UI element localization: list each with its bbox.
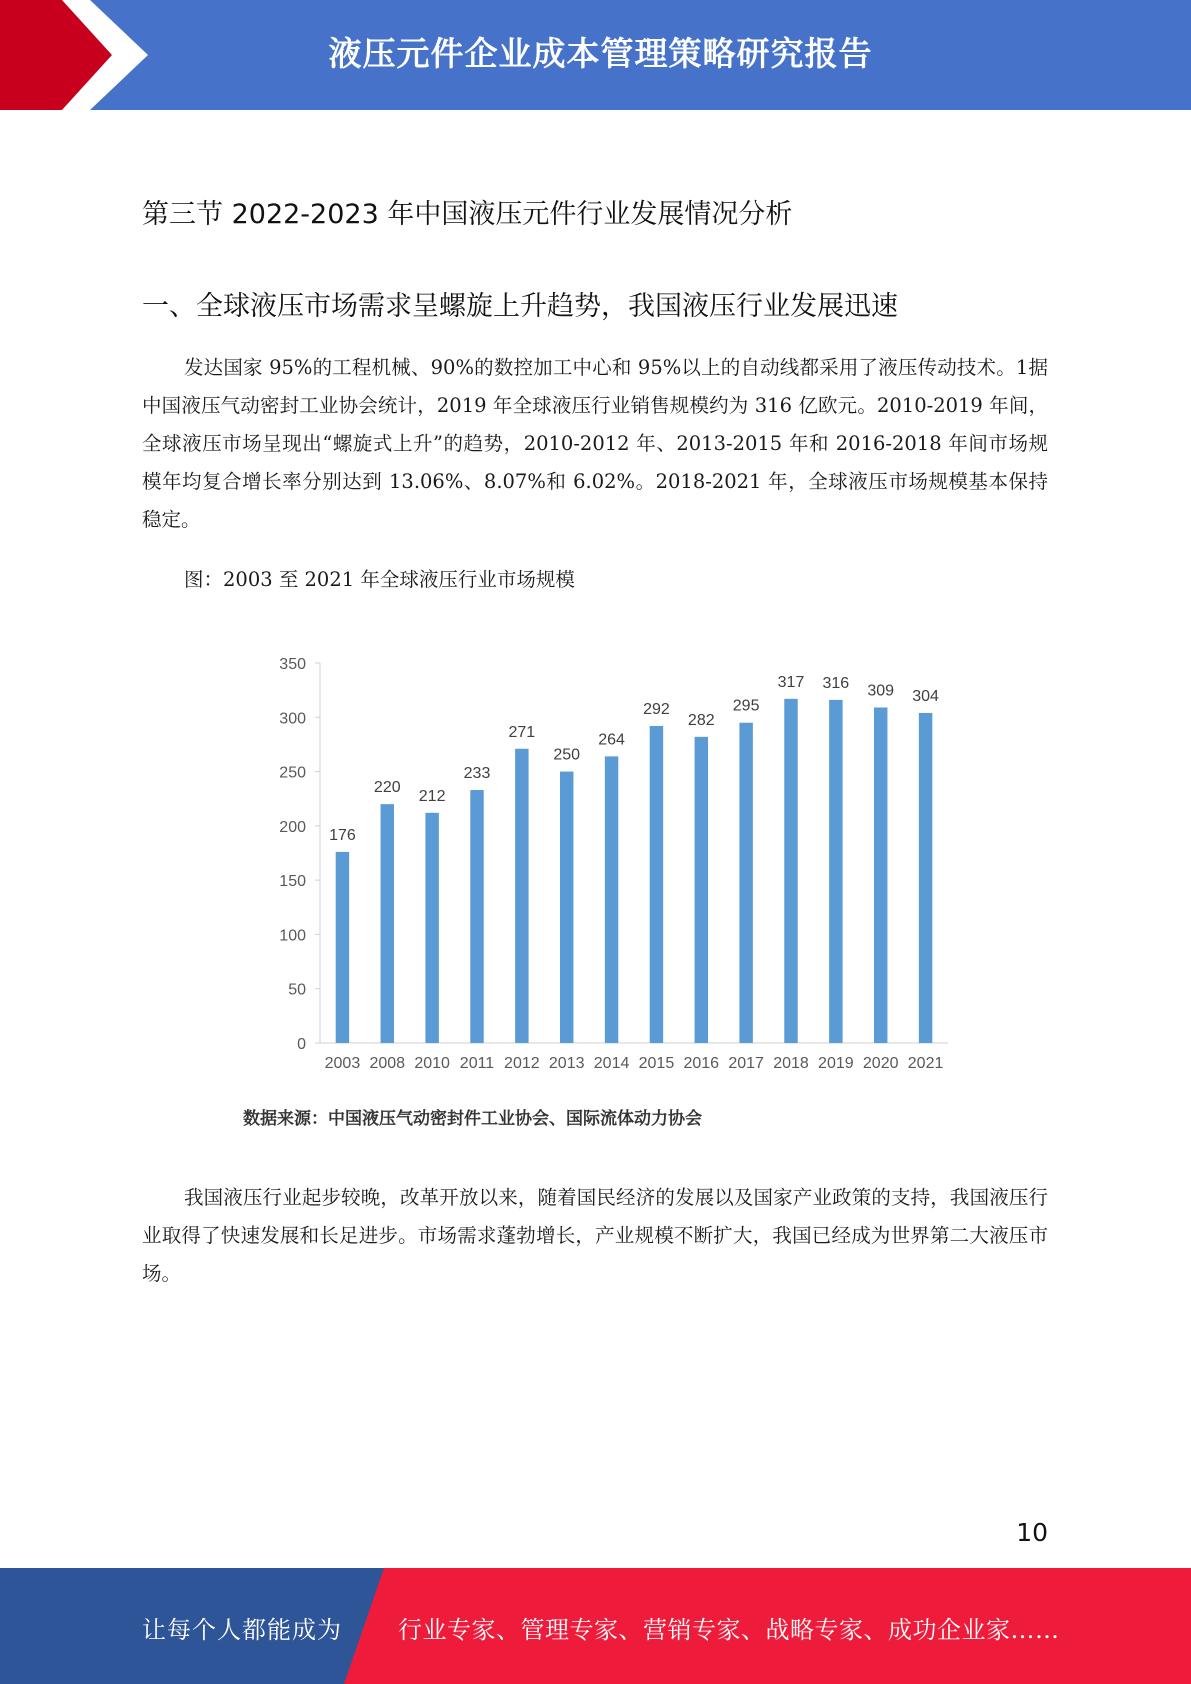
- y-tick-label: 0: [297, 1036, 306, 1053]
- x-tick-label: 2021: [907, 1055, 944, 1072]
- section-title: 第三节 2022-2023 年中国液压元件行业发展情况分析: [142, 199, 793, 230]
- bar: [829, 700, 842, 1043]
- data-label: 316: [822, 674, 850, 692]
- page-number: 10: [1016, 1518, 1048, 1547]
- x-tick-label: 2014: [593, 1055, 630, 1072]
- y-tick-label: 200: [279, 818, 306, 836]
- bar: [605, 756, 618, 1043]
- y-tick-label: 50: [288, 981, 306, 999]
- bar: [425, 813, 438, 1043]
- subheading: 一、全球液压市场需求呈螺旋上升趋势，我国液压行业发展迅速: [142, 291, 898, 322]
- bar-chart-svg: [250, 640, 970, 1080]
- figure-caption: 图：2003 至 2021 年全球液压行业市场规模: [184, 568, 575, 591]
- x-tick-label: 2013: [548, 1055, 585, 1072]
- y-tick-label: 250: [279, 764, 306, 782]
- data-label: 292: [643, 700, 670, 718]
- x-tick-label: 2012: [504, 1055, 540, 1072]
- x-tick-label: 2015: [638, 1055, 675, 1072]
- data-label: 212: [418, 787, 446, 805]
- report-header: [0, 0, 1191, 110]
- data-label: 176: [329, 826, 356, 844]
- x-tick-label: 2019: [818, 1055, 854, 1072]
- bar: [695, 737, 708, 1043]
- x-tick-label: 2008: [369, 1055, 406, 1072]
- data-label: 271: [508, 723, 536, 741]
- footer-slogan-left: 让每个人都能成为: [142, 1616, 342, 1644]
- bar: [336, 852, 349, 1043]
- bar: [919, 713, 932, 1043]
- x-tick-label: 2017: [728, 1055, 764, 1072]
- market-size-chart: [250, 640, 970, 1080]
- paragraph-china-market: 我国液压行业起步较晚，改革开放以来，随着国民经济的发展以及国家产业政策的支持，我国液压行业取得了快速发展和长足进步。市场需求蓬勃增长，产业规模不断扩大，我国已经成为世界第二大液压市场。: [142, 1186, 1048, 1285]
- x-tick-label: 2016: [683, 1055, 720, 1072]
- bar: [784, 699, 797, 1043]
- paragraph-global-market: 发达国家 95%的工程机械、90%的数控加工中心和 95%以上的自动线都采用了液压传动技术。1据中国液压气动密封工业协会统计，2019 年全球液压行业销售规模约为 316 亿欧元。2010-2019 年间，全球液压市场呈现出“螺旋式上升”的趋势，2010-2012 年、2013-2015 年和 2016-2018 年间市场规模年均复合增长率分别达到 13.06%、8.07%和 6.02%。2018-2021 年，全球液压市场规模基本保持稳定。: [142, 356, 1048, 531]
- data-label: 309: [867, 682, 895, 700]
- x-tick-label: 2018: [773, 1055, 809, 1072]
- x-tick-label: 2011: [459, 1055, 495, 1072]
- report-title: 液压元件企业成本管理策略研究报告: [328, 34, 873, 73]
- data-label: 282: [687, 711, 715, 729]
- footer-slogan-right: 行业专家、管理专家、营销专家、战略专家、成功企业家……: [398, 1616, 1060, 1644]
- data-label: 304: [912, 687, 939, 705]
- x-tick-label: 2020: [862, 1055, 899, 1072]
- x-tick-label: 2010: [414, 1055, 450, 1072]
- data-label: 233: [463, 765, 491, 783]
- data-label: 295: [732, 697, 760, 715]
- y-tick-label: 300: [279, 710, 306, 728]
- bar: [874, 708, 887, 1043]
- report-footer: [0, 1568, 1191, 1684]
- bar: [381, 804, 394, 1043]
- data-label: 250: [553, 746, 581, 764]
- bar: [650, 726, 663, 1043]
- y-tick-label: 350: [279, 656, 306, 673]
- chart-source: 数据来源：中国液压气动密封件工业协会、国际流体动力协会: [243, 1109, 702, 1129]
- x-tick-label: 2003: [324, 1055, 361, 1072]
- data-label: 317: [777, 673, 805, 691]
- bar: [560, 772, 573, 1043]
- y-tick-label: 100: [279, 927, 306, 945]
- data-label: 264: [598, 731, 625, 749]
- bar: [739, 723, 752, 1043]
- y-tick-label: 150: [279, 873, 306, 891]
- bar: [470, 790, 483, 1043]
- data-label: 220: [373, 779, 401, 797]
- bar: [515, 749, 528, 1043]
